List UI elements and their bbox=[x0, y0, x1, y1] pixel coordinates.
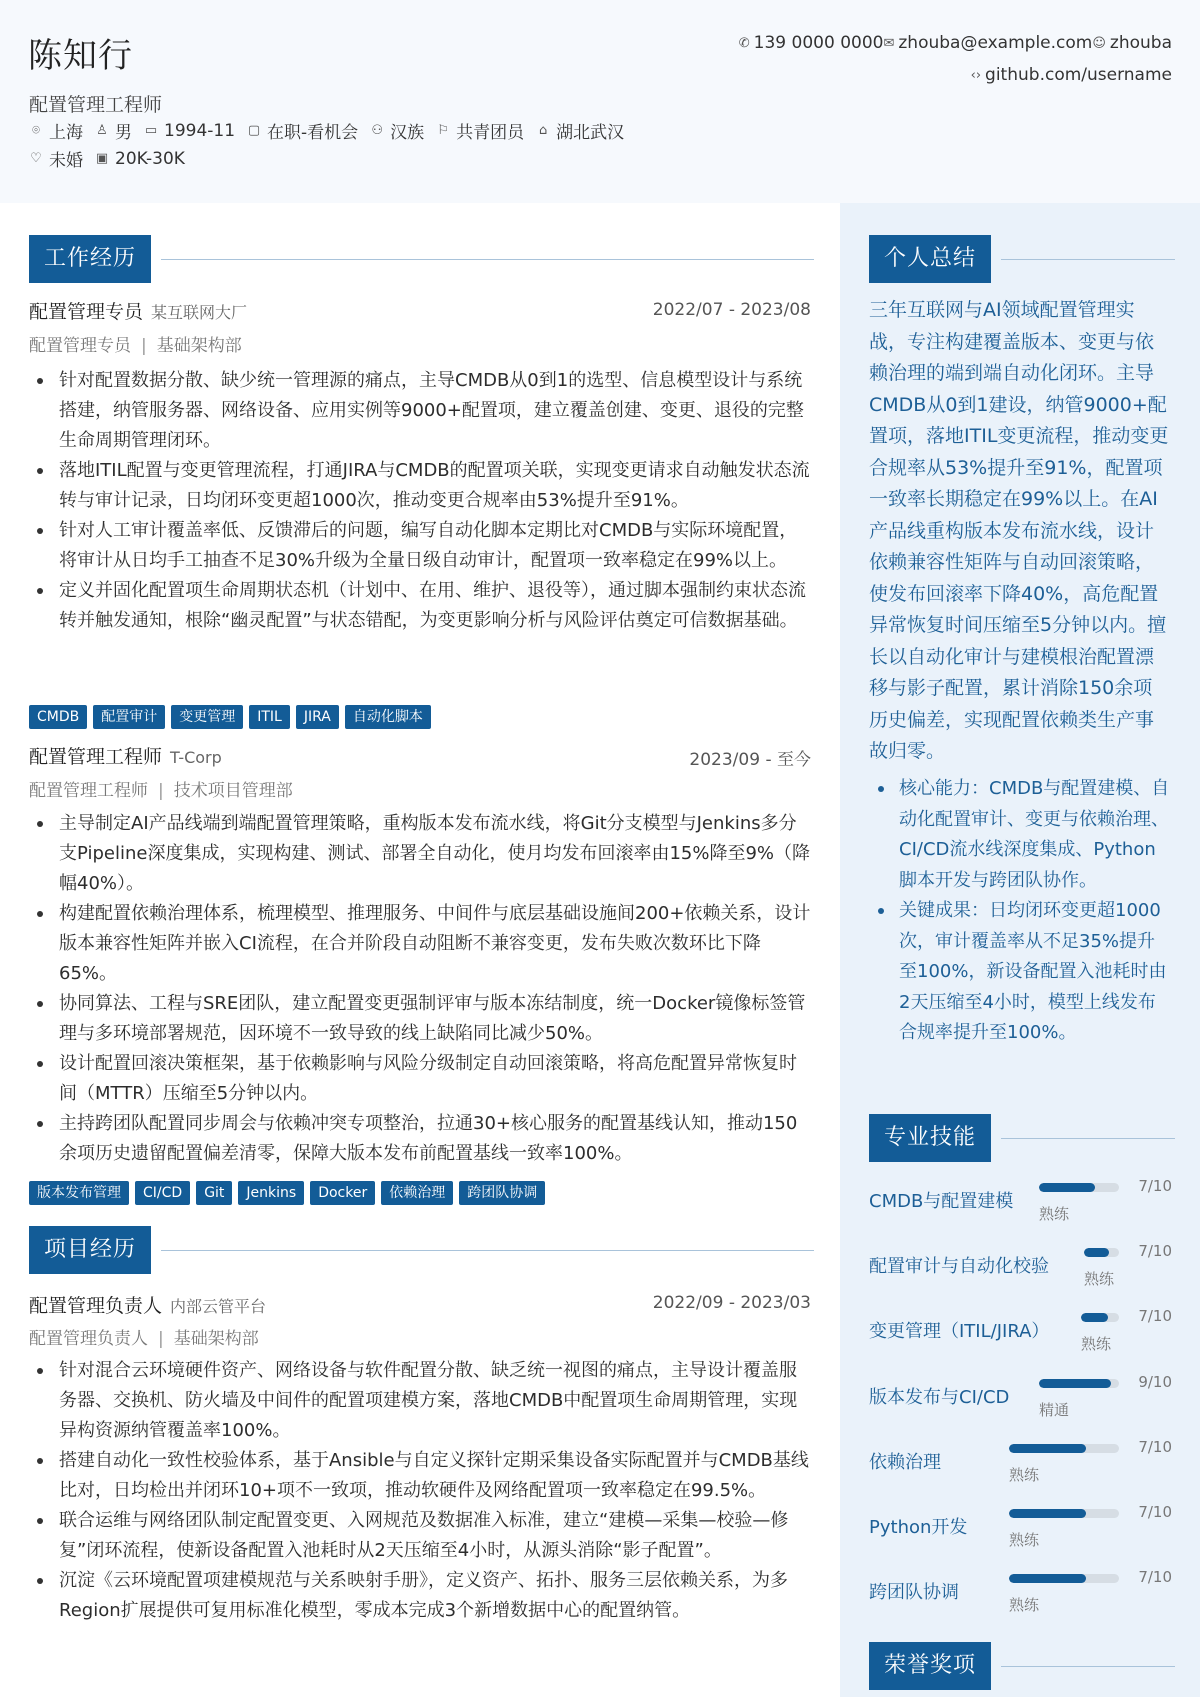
skill-score: 9/10 bbox=[1138, 1373, 1172, 1391]
money-icon: ▣ bbox=[95, 151, 109, 166]
section-divider bbox=[161, 1250, 814, 1251]
info-item bbox=[883, 33, 1092, 53]
skill-progress-fill bbox=[1039, 1379, 1111, 1388]
skill-score: 7/10 bbox=[1138, 1438, 1172, 1456]
skill-tag: Docker bbox=[310, 1181, 375, 1205]
bullet-item: 针对配置数据分散、缺少统一管理源的痛点，主导CMDB从0到1的选型、信息模型设计与系统搭建，纳管服务器、网络设备、应用实例等9000+配置项，建立覆盖创建、变更、退役的完整生命周期管理闭环。 bbox=[29, 366, 813, 456]
job-bullets bbox=[29, 809, 813, 1169]
skill-progress-fill bbox=[1039, 1183, 1095, 1192]
section-work-heading bbox=[29, 235, 814, 283]
section-honors-heading bbox=[869, 1642, 1175, 1690]
people-icon: ⚇ bbox=[371, 123, 383, 138]
job-separator: | bbox=[158, 781, 164, 801]
skill-tag: 变更管理 bbox=[171, 705, 243, 729]
skill-progress-fill bbox=[1009, 1509, 1086, 1518]
skill-tag: JIRA bbox=[296, 705, 339, 729]
project-role-title: 配置管理负责人 bbox=[29, 1295, 163, 1317]
skill-name: 跨团队协调 bbox=[869, 1582, 959, 1603]
job-date: 2023/09 - 至今 bbox=[689, 750, 811, 770]
bullet-item: 构建配置依赖治理体系，梳理模型、推理服务、中间件与底层基础设施间200+依赖关系，设计版本兼容性矩阵并嵌入CI流程，在合并阶段自动阻断不兼容变更，发布失败次数环比下降65%。 bbox=[29, 899, 813, 989]
skill-score: 7/10 bbox=[1138, 1307, 1172, 1325]
info-text: 139 0000 0000 bbox=[753, 33, 884, 53]
info-item bbox=[1092, 33, 1172, 53]
skill-item bbox=[869, 1373, 1172, 1433]
job-separator: | bbox=[141, 336, 147, 356]
skill-score: 7/10 bbox=[1138, 1568, 1172, 1586]
job-company: T-Corp bbox=[170, 748, 222, 767]
bullet-item: 针对人工审计覆盖率低、反馈滞后的问题，编写自动化脚本定期比对CMDB与实际环境配置，将审计从日均手工抽查不足30%升级为全量日级自动审计，配置项一致率稳定在99%以上。 bbox=[29, 516, 813, 576]
job-tags bbox=[29, 705, 437, 729]
skill-tag: 跨团队协调 bbox=[459, 1181, 545, 1205]
skill-name: CMDB与配置建模 bbox=[869, 1191, 1014, 1212]
skill-progress-bar bbox=[1009, 1509, 1119, 1518]
skill-tag: 依赖治理 bbox=[381, 1181, 453, 1205]
bullet-item: 联合运维与网络团队制定配置变更、入网规范及数据准入标准，建立“建模—采集—校验—修复”闭环流程，使新设备配置入池耗时从2天压缩至4小时，从源头消除“影子配置”。 bbox=[29, 1506, 813, 1566]
info-text: 在职-看机会 bbox=[267, 123, 359, 143]
skill-item bbox=[869, 1438, 1172, 1498]
job-subtitle bbox=[29, 331, 242, 356]
skill-level: 熟练 bbox=[1039, 1205, 1070, 1223]
job-title bbox=[29, 742, 222, 769]
skill-level: 熟练 bbox=[1084, 1270, 1115, 1288]
info-item bbox=[436, 118, 524, 143]
bullet-item: 定义并固化配置项生命周期状态机（计划中、在用、维护、退役等），通过脚本强制约束状态流转并触发通知，根除“幽灵配置”与状态错配，为变更影响分析与风险评估奠定可信数据基础。 bbox=[29, 576, 813, 636]
info-item bbox=[536, 118, 624, 143]
skill-progress-fill bbox=[1009, 1574, 1086, 1583]
job-department: 技术项目管理部 bbox=[173, 781, 293, 801]
job-department: 基础架构部 bbox=[156, 336, 242, 356]
contact-row bbox=[739, 33, 1172, 53]
info-text: 男 bbox=[115, 123, 132, 143]
summary-bullets bbox=[869, 774, 1171, 1049]
bullet-item: 主持跨团队配置同步周会与依赖冲突专项整治，拉通30+核心服务的配置基线认知，推动150余项历史遗留配置偏差清零，保障大版本发布前配置基线一致率100%。 bbox=[29, 1109, 813, 1169]
section-summary-heading bbox=[869, 235, 1175, 283]
job-subtitle bbox=[29, 776, 293, 801]
skill-level: 熟练 bbox=[1009, 1596, 1040, 1614]
briefcase-icon: ▢ bbox=[247, 123, 261, 138]
skill-tag: ITIL bbox=[249, 705, 290, 729]
bullet-item: 主导制定AI产品线端到端配置管理策略，重构版本发布流水线，将Git分支模型与Jenkins多分支Pipeline深度集成，实现构建、测试、部署全自动化，使月均发布回滚率由15%降至9%（降幅40%）。 bbox=[29, 809, 813, 899]
contact-row-2 bbox=[971, 65, 1172, 85]
skill-progress-bar bbox=[1084, 1248, 1119, 1257]
info-text: github.com/username bbox=[985, 65, 1172, 85]
skill-progress-bar bbox=[1009, 1574, 1119, 1583]
skill-score: 7/10 bbox=[1138, 1503, 1172, 1521]
summary-text: 三年互联网与AI领域配置管理实战，专注构建覆盖版本、变更与依赖治理的端到端自动化闭环。主导CMDB从0到1建设，纳管9000+配置项，落地ITIL变更流程，推动变更合规率从53%提升至91%，配置项一致率长期稳定在99%以上。在AI产品线重构版本发布流水线，设计依赖兼容性矩阵与自动回滚策略，使发布回滚率下降40%，高危配置异常恢复时间压缩至5分钟以内。擅长以自动化审计与建模根治配置漂移与影子配置，累计消除150余项历史偏差，实现配置依赖类生产事故归零。 bbox=[869, 299, 1169, 762]
skill-name: Python开发 bbox=[869, 1517, 968, 1538]
job-title bbox=[29, 297, 247, 324]
skill-tag: 自动化脚本 bbox=[345, 705, 431, 729]
mail-icon: ✉ bbox=[883, 35, 895, 51]
section-title: 工作经历 bbox=[29, 235, 151, 283]
bullet-item: 设计配置回滚决策框架，基于依赖影响与风险分级制定自动回滚策略，将高危配置异常恢复时间（MTTR）压缩至5分钟以内。 bbox=[29, 1049, 813, 1109]
skill-level: 熟练 bbox=[1009, 1531, 1040, 1549]
skill-progress-bar bbox=[1009, 1444, 1119, 1453]
flag-icon: ⚐ bbox=[437, 123, 449, 138]
skill-item bbox=[869, 1307, 1172, 1367]
skill-item bbox=[869, 1568, 1172, 1628]
personal-info-row bbox=[29, 118, 636, 143]
bullet-item: 落地ITIL配置与变更管理流程，打通JIRA与CMDB的配置项关联，实现变更请求自动触发状态流转与审计记录，日均闭环变更超1000次，推动变更合规率由53%提升至91%。 bbox=[29, 456, 813, 516]
resume-header bbox=[0, 0, 1200, 203]
info-text: 未婚 bbox=[49, 151, 83, 171]
info-item bbox=[144, 121, 235, 141]
calendar-icon: ▭ bbox=[144, 123, 158, 138]
skill-name: 版本发布与CI/CD bbox=[869, 1387, 1010, 1408]
location-icon: ⌾ bbox=[32, 123, 40, 138]
section-divider bbox=[1001, 1666, 1175, 1667]
project-separator: | bbox=[158, 1329, 164, 1349]
skill-progress-fill bbox=[1084, 1248, 1109, 1257]
info-item bbox=[370, 118, 424, 143]
info-item bbox=[29, 146, 83, 171]
skill-progress-fill bbox=[1081, 1313, 1108, 1322]
skill-progress-bar bbox=[1039, 1379, 1119, 1388]
info-text: 20K-30K bbox=[115, 148, 185, 169]
project-bullets bbox=[29, 1356, 813, 1626]
info-text: 上海 bbox=[49, 123, 83, 143]
skill-level: 熟练 bbox=[1081, 1335, 1112, 1353]
code-icon: ‹› bbox=[970, 67, 982, 83]
skill-level: 精通 bbox=[1039, 1401, 1070, 1419]
bullet-item: 协同算法、工程与SRE团队，建立配置变更强制评审与版本冻结制度，统一Docker镜像标签管理与多环境部署规范，因环境不一致导致的线上缺陷同比减少50%。 bbox=[29, 989, 813, 1049]
skill-progress-bar bbox=[1081, 1313, 1119, 1322]
skill-progress-bar bbox=[1039, 1183, 1119, 1192]
section-skills-heading bbox=[869, 1114, 1175, 1162]
project-date: 2022/09 - 2023/03 bbox=[652, 1293, 811, 1313]
section-project-heading bbox=[29, 1226, 814, 1274]
skill-name: 变更管理（ITIL/JIRA） bbox=[869, 1321, 1050, 1342]
heart-icon: ♡ bbox=[30, 151, 42, 166]
job-date: 2022/07 - 2023/08 bbox=[652, 300, 811, 320]
info-text: 湖北武汉 bbox=[556, 123, 625, 143]
section-title: 个人总结 bbox=[869, 235, 991, 283]
skill-tag: CI/CD bbox=[135, 1181, 190, 1205]
job-company: 某互联网大厂 bbox=[151, 303, 248, 322]
info-item bbox=[29, 118, 83, 143]
user-icon: ♙ bbox=[96, 123, 108, 138]
phone-icon: ✆ bbox=[738, 35, 750, 51]
bullet-item: 针对混合云环境硬件资产、网络设备与软件配置分散、缺乏统一视图的痛点，主导设计覆盖服务器、交换机、防火墙及中间件的配置项建模方案，落地CMDB中配置项生命周期管理，实现异构资源纳管覆盖率100%。 bbox=[29, 1356, 813, 1446]
project-department: 基础架构部 bbox=[173, 1329, 259, 1349]
skill-score: 7/10 bbox=[1138, 1242, 1172, 1260]
skill-name: 配置审计与自动化校验 bbox=[869, 1256, 1049, 1277]
section-title: 专业技能 bbox=[869, 1114, 991, 1162]
skill-name: 依赖治理 bbox=[869, 1452, 941, 1473]
skill-tag: 版本发布管理 bbox=[29, 1181, 129, 1205]
candidate-name: 陈知行 bbox=[28, 36, 133, 76]
bullet-item: 关键成果：日均闭环变更超1000次，审计覆盖率从不足35%提升至100%，新设备配置入池耗时由2天压缩至4小时，模型上线发布合规率提升至100%。 bbox=[869, 896, 1171, 1049]
bullet-item: 搭建自动化一致性校验体系，基于Ansible与自定义探针定期采集设备实际配置并与CMDB基线比对，日均检出并闭环10+项不一致项，推动软硬件及网络配置项一致率稳定在99.5%。 bbox=[29, 1446, 813, 1506]
skill-tag: CMDB bbox=[29, 705, 87, 729]
info-item bbox=[95, 118, 132, 143]
skill-level: 熟练 bbox=[1009, 1466, 1040, 1484]
job-position: 配置管理专员 bbox=[29, 336, 131, 356]
job-role-title: 配置管理工程师 bbox=[29, 746, 163, 768]
bullet-item: 沉淀《云环境配置项建模规范与关系映射手册》，定义资产、拓扑、服务三层依赖关系，为多Region扩展提供可复用标准化模型，零成本完成3个新增数据中心的配置纳管。 bbox=[29, 1566, 813, 1626]
info-item bbox=[971, 65, 1172, 85]
skill-item bbox=[869, 1503, 1172, 1563]
job-position: 配置管理工程师 bbox=[29, 781, 148, 801]
personal-info-row-2 bbox=[29, 146, 197, 171]
candidate-title: 配置管理工程师 bbox=[29, 94, 163, 116]
info-text: 共青团员 bbox=[456, 123, 525, 143]
job-bullets bbox=[29, 366, 813, 636]
section-title: 荣誉奖项 bbox=[869, 1642, 991, 1690]
section-divider bbox=[1001, 1138, 1175, 1139]
info-text: zhouba@example.com bbox=[898, 33, 1093, 53]
skill-progress-fill bbox=[1009, 1444, 1086, 1453]
info-item bbox=[95, 149, 185, 169]
info-item bbox=[247, 118, 358, 143]
project-position: 配置管理负责人 bbox=[29, 1329, 148, 1349]
skill-tag: Git bbox=[196, 1181, 232, 1205]
project-subtitle bbox=[29, 1324, 259, 1349]
skill-score: 7/10 bbox=[1138, 1177, 1172, 1195]
job-tags bbox=[29, 1181, 551, 1205]
wechat-icon: ☺ bbox=[1092, 35, 1106, 51]
info-item bbox=[739, 33, 884, 53]
skill-item bbox=[869, 1177, 1172, 1237]
section-title: 项目经历 bbox=[29, 1226, 151, 1274]
skill-item bbox=[869, 1242, 1172, 1302]
skill-tag: Jenkins bbox=[238, 1181, 304, 1205]
skill-tag: 配置审计 bbox=[93, 705, 165, 729]
info-text: 汉族 bbox=[390, 123, 425, 143]
info-text: 1994-11 bbox=[164, 120, 236, 141]
home-icon: ⌂ bbox=[539, 123, 548, 138]
info-text: zhouba bbox=[1109, 33, 1172, 53]
project-title bbox=[29, 1291, 266, 1318]
section-divider bbox=[1001, 259, 1175, 260]
bullet-item: 核心能力：CMDB与配置建模、自动化配置审计、变更与依赖治理、CI/CD流水线深度集成、Python脚本开发与跨团队协作。 bbox=[869, 774, 1171, 896]
job-role-title: 配置管理专员 bbox=[29, 301, 144, 323]
project-name: 内部云管平台 bbox=[170, 1297, 267, 1316]
section-divider bbox=[161, 259, 814, 260]
